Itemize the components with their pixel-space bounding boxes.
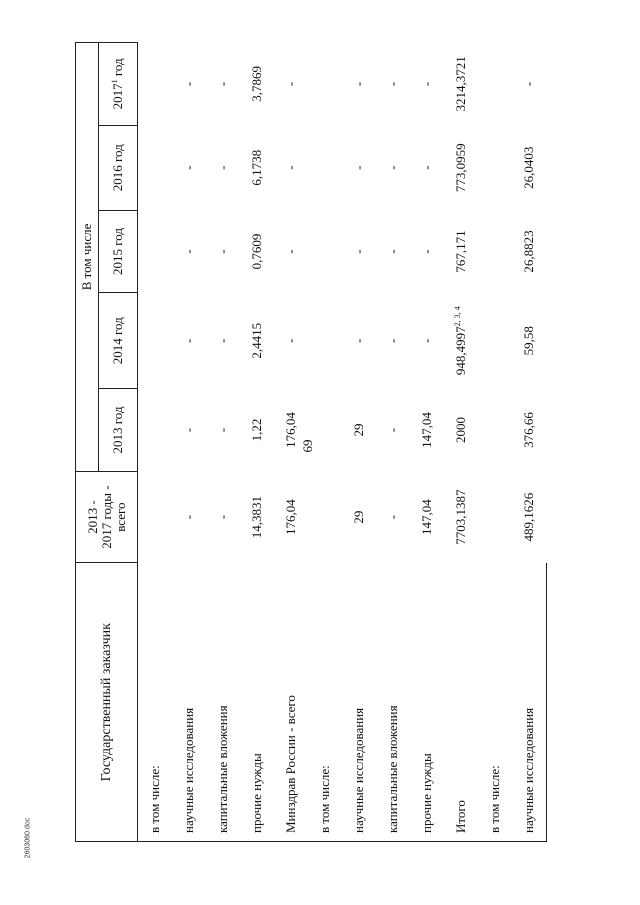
- header-total-line2: 2017 годы -: [98, 485, 114, 549]
- cell-y2017: 3,7869: [249, 66, 264, 102]
- cell-y2017: -: [385, 81, 400, 87]
- cell-y2013: -: [385, 427, 400, 433]
- header-year-2015: 2015 год: [99, 210, 138, 293]
- cell-y2016: -: [181, 165, 196, 170]
- cell-total: [308, 471, 342, 562]
- cell-y2014: [138, 293, 173, 389]
- row-label: научные исследования: [342, 563, 376, 842]
- cell-y2015: [478, 210, 512, 293]
- cell-y2015: -: [419, 249, 434, 254]
- cell-total: [478, 471, 512, 562]
- cell-y2013: 1,22: [249, 418, 264, 442]
- cell-y2013: 147,04: [419, 412, 434, 448]
- cell-y2015: -: [385, 249, 400, 254]
- header-year-2016: 2016 год: [99, 125, 138, 210]
- table-row: [444, 43, 478, 842]
- row-label: научные исследования: [172, 563, 206, 842]
- cell-y2017: -: [419, 81, 434, 87]
- cell-y2013: 376,66: [521, 412, 537, 448]
- cell-total: -: [385, 514, 400, 520]
- cell-y2015: -: [351, 249, 366, 254]
- cell-y2013: [478, 389, 512, 472]
- cell-y2016: -: [283, 165, 298, 170]
- cell-y2013: [308, 389, 342, 472]
- row-label: капитальные вложения: [376, 563, 410, 842]
- cell-y2015: -: [283, 249, 298, 254]
- cell-y2015: -: [181, 249, 196, 254]
- header-year-2017-unit: год: [110, 58, 125, 77]
- cell-y2016: -: [215, 165, 230, 170]
- row-label: в том числе:: [478, 563, 512, 842]
- cell-y2016: 26,0403: [521, 146, 537, 189]
- page-number: 69: [300, 439, 315, 453]
- table-row: [308, 43, 342, 842]
- cell-y2017: [138, 43, 173, 126]
- cell-y2014: -: [283, 338, 298, 343]
- table-row: [172, 43, 206, 842]
- cell-y2016: -: [419, 165, 434, 170]
- table-row: [206, 43, 240, 842]
- cell-total: -: [215, 514, 230, 520]
- header-year-2017-footnote: 1: [110, 79, 119, 84]
- cell-y2014: -: [181, 338, 196, 343]
- header-total-line3: всего: [112, 502, 128, 532]
- row-label: капитальные вложения: [206, 563, 240, 842]
- table-row: [138, 43, 173, 842]
- cell-y2013: [138, 389, 173, 472]
- row-label: в том числе:: [308, 563, 342, 842]
- funding-table: [75, 42, 547, 842]
- cell-footnote: 2, 3, 4: [453, 306, 462, 327]
- cell-total: -: [181, 514, 196, 520]
- header-customer: Государственный заказчик: [76, 563, 138, 842]
- cell-y2014: -: [419, 338, 434, 343]
- header-total-line1: 2013 -: [84, 500, 100, 534]
- row-label: научные исследования: [512, 563, 547, 842]
- header-total: [76, 471, 138, 562]
- cell-value: 948,4997: [453, 326, 468, 376]
- cell-total: 14,3831: [249, 496, 264, 539]
- cell-y2016: -: [351, 165, 366, 170]
- cell-y2015: [138, 210, 173, 293]
- document-id: 2603060.doc: [24, 817, 32, 859]
- cell-y2017: 3214,3721: [453, 56, 468, 112]
- table-row: [410, 43, 444, 842]
- cell-y2015: 26,8823: [521, 230, 537, 273]
- table-row: [512, 43, 547, 842]
- cell-y2017: [478, 43, 512, 126]
- cell-y2015: 767,171: [453, 230, 468, 273]
- row-label: Итого: [444, 563, 478, 842]
- cell-y2014: [478, 293, 512, 389]
- header-row-1: [76, 43, 99, 842]
- header-including: В том числе: [76, 43, 99, 472]
- cell-y2015: -: [215, 249, 230, 254]
- header-year-2017-value: 2017: [110, 83, 125, 110]
- cell-y2017: -: [215, 81, 230, 87]
- cell-y2017: [308, 43, 342, 126]
- cell-total: 489,1626: [521, 492, 537, 542]
- header-year-2014: 2014 год: [99, 293, 138, 389]
- cell-total: [138, 471, 173, 562]
- cell-y2016: 773,0959: [453, 143, 468, 193]
- row-label: прочие нужды: [240, 563, 274, 842]
- cell-total: 7703,1387: [453, 489, 468, 545]
- table-body: [138, 43, 547, 842]
- row-label: в том числе:: [138, 563, 173, 842]
- cell-y2016: -: [385, 165, 400, 170]
- cell-y2014: [444, 293, 478, 389]
- cell-y2016: [138, 125, 173, 210]
- cell-y2015: [308, 210, 342, 293]
- cell-total: 29: [351, 510, 366, 524]
- cell-y2016: 6,1738: [249, 149, 264, 186]
- cell-y2017: -: [521, 81, 537, 87]
- row-label: Минздрав России - всего: [274, 563, 308, 842]
- rotated-table-sheet: [75, 42, 565, 842]
- cell-total: 176,04: [283, 499, 298, 535]
- table-row: [342, 43, 376, 842]
- header-year-2017: [99, 43, 138, 126]
- cell-y2017: -: [351, 81, 366, 87]
- header-year-2013: 2013 год: [99, 389, 138, 472]
- cell-y2016: [478, 125, 512, 210]
- cell-y2014: 2,4415: [249, 322, 264, 359]
- cell-y2014: -: [351, 338, 366, 343]
- cell-y2017: -: [181, 81, 196, 87]
- cell-y2017: -: [283, 81, 298, 87]
- table-row: [478, 43, 512, 842]
- cell-y2014: 59,58: [521, 326, 537, 356]
- cell-y2013: -: [215, 427, 230, 433]
- table-row: [240, 43, 274, 842]
- cell-y2013: -: [181, 427, 196, 433]
- cell-y2014: -: [385, 338, 400, 343]
- cell-y2014: [308, 293, 342, 389]
- cell-total: 147,04: [419, 499, 434, 535]
- cell-y2013: 2000: [453, 417, 468, 444]
- cell-y2015: 0,7609: [249, 233, 264, 270]
- row-label: прочие нужды: [410, 563, 444, 842]
- cell-y2016: [308, 125, 342, 210]
- table-row: [274, 43, 308, 842]
- cell-y2014: -: [215, 338, 230, 343]
- cell-y2013: 29: [351, 423, 366, 437]
- table-row: [376, 43, 410, 842]
- cell-y2013: 176,04: [283, 412, 298, 448]
